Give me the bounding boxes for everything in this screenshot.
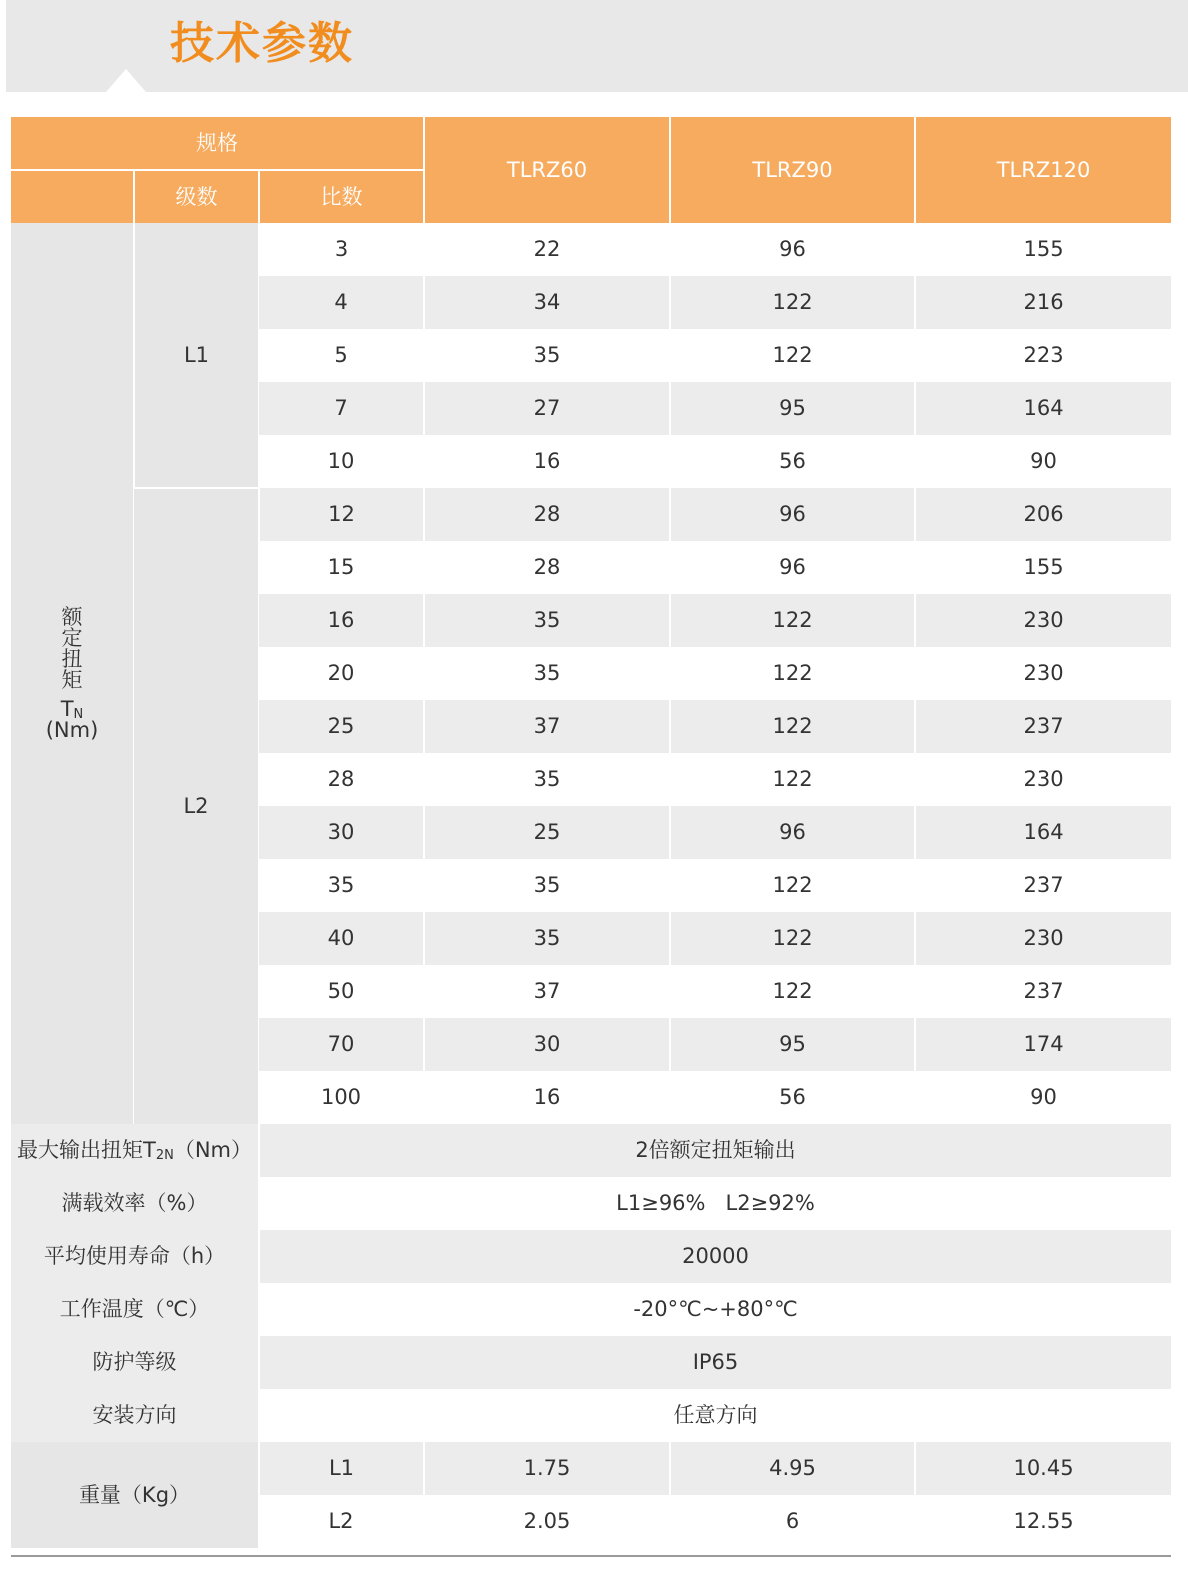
value-cell: 96 (670, 223, 915, 276)
spec-row (11, 1389, 1171, 1442)
stage-label: L2 (134, 488, 259, 1124)
spec-label: 平均使用寿命（h） (43, 1244, 226, 1268)
value-cell: 2.05 (424, 1495, 670, 1548)
value-cell: 164 (915, 806, 1171, 859)
value-cell: 35 (424, 859, 670, 912)
model-header: TLRZ60 (424, 117, 670, 223)
value-cell: 230 (915, 753, 1171, 806)
value-cell: 16 (424, 1071, 670, 1124)
value-cell: 122 (670, 912, 915, 965)
value-cell: 35 (424, 647, 670, 700)
spec-row (11, 1336, 1171, 1389)
table-row (11, 223, 1171, 276)
table-row (11, 488, 1171, 541)
max-torque-row (11, 1124, 1171, 1177)
ratio-cell: 16 (327, 608, 355, 632)
value-cell: 122 (670, 329, 915, 382)
weight-row (11, 1442, 1171, 1495)
value-cell: 206 (915, 488, 1171, 541)
value-cell: 237 (915, 965, 1171, 1018)
value-cell: 122 (670, 859, 915, 912)
spec-value: L1≥96% L2≥92% (259, 1177, 1171, 1230)
value-cell: 1.75 (424, 1442, 670, 1495)
value-cell: 90 (915, 435, 1171, 488)
ratio-cell: 25 (327, 714, 355, 738)
value-cell: 96 (670, 488, 915, 541)
ratio-cell: 100 (320, 1085, 362, 1109)
ratio-cell: 28 (327, 767, 355, 791)
value-cell: 25 (424, 806, 670, 859)
bottom-rule (11, 1555, 1171, 1557)
value-cell: 4.95 (670, 1442, 915, 1495)
stage-cell: L2 (328, 1509, 354, 1533)
value-cell: 122 (670, 276, 915, 329)
ratio-cell: 12 (259, 488, 424, 541)
value-cell: 122 (670, 700, 915, 753)
value-cell: 90 (915, 1071, 1171, 1124)
value-cell: 122 (670, 647, 915, 700)
value-cell: 155 (915, 223, 1171, 276)
max-torque-value: 2倍额定扭矩输出 (259, 1124, 1171, 1177)
ratio-cell: 7 (334, 396, 348, 420)
value-cell: 27 (424, 382, 670, 435)
value-cell: 95 (670, 1018, 915, 1071)
value-cell: 230 (915, 647, 1171, 700)
max-torque-label: 最大输出扭矩$T_{2N}(Nm)$ (17, 1138, 252, 1163)
value-cell: 230 (915, 594, 1171, 647)
value-cell: 174 (915, 1018, 1171, 1071)
stage-label: L1 (134, 223, 259, 488)
ratio-cell: 15 (327, 555, 355, 579)
value-cell: 35 (424, 594, 670, 647)
value-cell: 223 (915, 329, 1171, 382)
value-cell: 95 (670, 382, 915, 435)
spec-row (11, 1283, 1171, 1336)
weight-label: 重量（Kg） (11, 1442, 259, 1548)
stage-header: 级数 (134, 170, 259, 223)
ratio-header: 比数 (259, 170, 424, 223)
header-row (11, 117, 1171, 170)
ratio-cell: 70 (327, 1032, 355, 1056)
value-cell: 155 (915, 541, 1171, 594)
spec-header: 规格 (11, 117, 424, 170)
spec-value: 任意方向 (259, 1389, 1171, 1442)
ratio-cell: 35 (327, 873, 355, 897)
value-cell: 122 (670, 753, 915, 806)
value-cell: 16 (424, 435, 670, 488)
value-cell: 35 (424, 912, 670, 965)
value-cell: 22 (424, 223, 670, 276)
page-title: 技术参数 (170, 18, 354, 69)
value-cell: 28 (424, 488, 670, 541)
spec-value: IP65 (259, 1336, 1171, 1389)
model-header: TLRZ90 (670, 117, 915, 223)
ratio-cell: 3 (259, 223, 424, 276)
value-cell: 35 (424, 329, 670, 382)
value-cell: 237 (915, 859, 1171, 912)
spec-label: 满载效率（%） (11, 1177, 259, 1230)
ratio-cell: 20 (327, 661, 355, 685)
ratio-cell: 50 (327, 979, 355, 1003)
value-cell: 164 (915, 382, 1171, 435)
spec-label: 工作温度（℃） (11, 1283, 259, 1336)
value-cell: 56 (670, 1071, 915, 1124)
spec-value: -20°℃~+80°℃ (259, 1283, 1171, 1336)
ratio-cell: 5 (334, 343, 348, 367)
value-cell: 237 (915, 700, 1171, 753)
value-cell: 30 (424, 1018, 670, 1071)
value-cell: 96 (670, 806, 915, 859)
spec-value: 20000 (259, 1230, 1171, 1283)
banner-notch (106, 69, 146, 92)
model-header: TLRZ120 (915, 117, 1171, 223)
spec-row (11, 1230, 1171, 1283)
spec-label: 防护等级 (92, 1350, 177, 1374)
spec-row (11, 1177, 1171, 1230)
rated-torque-label: 额 定 扭 矩 $T_N$ (Nm) (11, 223, 134, 1124)
value-cell: 37 (424, 965, 670, 1018)
value-cell: 28 (424, 541, 670, 594)
value-cell: 230 (915, 912, 1171, 965)
value-cell: 12.55 (915, 1495, 1171, 1548)
ratio-cell: 4 (334, 290, 348, 314)
header-blank (11, 170, 134, 223)
value-cell: 96 (670, 541, 915, 594)
value-cell: 6 (670, 1495, 915, 1548)
value-cell: 122 (670, 965, 915, 1018)
value-cell: 216 (915, 276, 1171, 329)
ratio-cell: 40 (327, 926, 355, 950)
value-cell: 56 (670, 435, 915, 488)
ratio-cell: 10 (327, 449, 355, 473)
value-cell: 37 (424, 700, 670, 753)
value-cell: 34 (424, 276, 670, 329)
spec-label: 安装方向 (11, 1389, 259, 1442)
spec-table (11, 117, 1171, 1548)
stage-cell: L1 (259, 1442, 424, 1495)
ratio-cell: 30 (327, 820, 355, 844)
value-cell: 10.45 (915, 1442, 1171, 1495)
value-cell: 122 (670, 594, 915, 647)
value-cell: 35 (424, 753, 670, 806)
